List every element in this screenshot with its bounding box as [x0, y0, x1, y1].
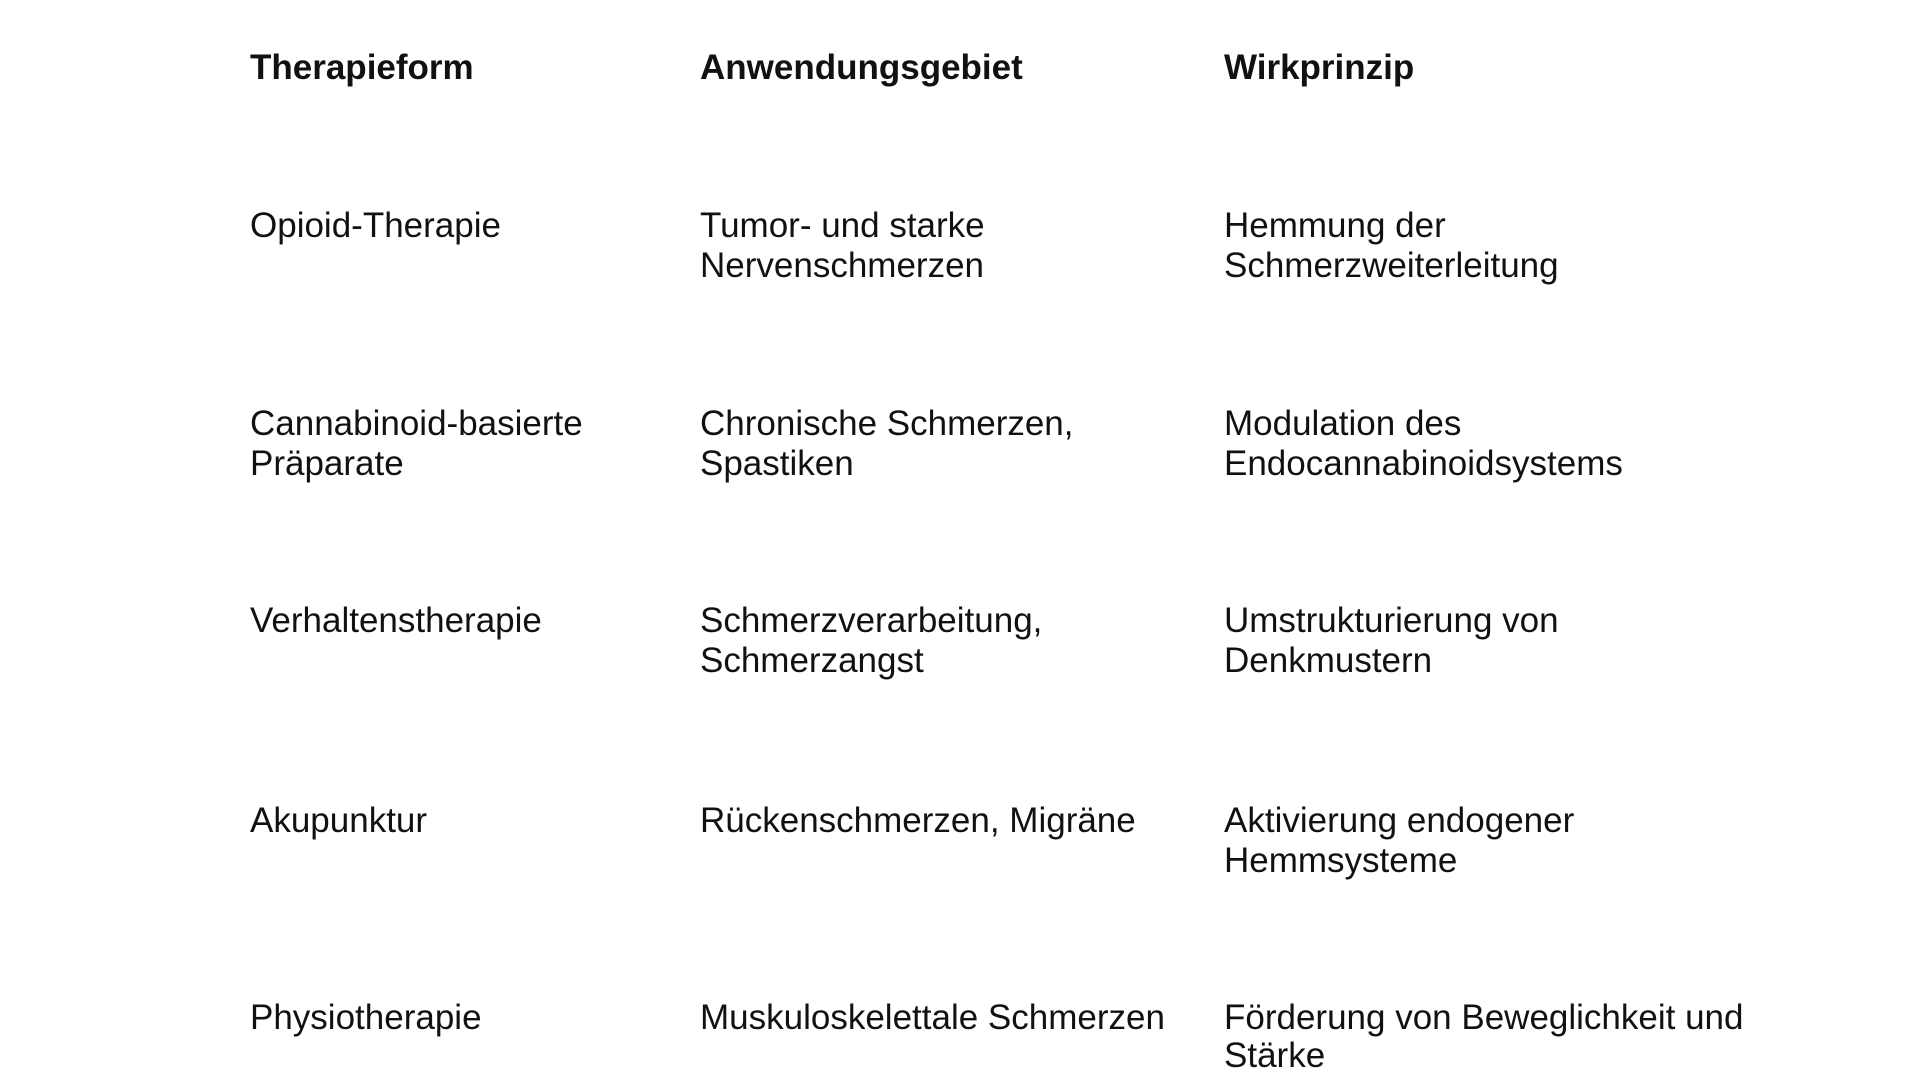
table-cell-wirkprinzip: Modulation des — [1224, 404, 1462, 443]
table-cell-anwendungsgebiet: Schmerzangst — [700, 641, 924, 680]
table-cell-wirkprinzip: Aktivierung endogener — [1224, 801, 1575, 840]
column-header-anwendungsgebiet: Anwendungsgebiet — [700, 48, 1023, 87]
table-cell-therapieform: Akupunktur — [250, 801, 428, 840]
table-cell-anwendungsgebiet: Nervenschmerzen — [700, 246, 984, 285]
table-cell-anwendungsgebiet: Spastiken — [700, 444, 854, 483]
table-cell-therapieform: Cannabinoid-basierte — [250, 404, 583, 443]
table-cell-therapieform: Opioid-Therapie — [250, 206, 501, 245]
table-cell-therapieform: Präparate — [250, 444, 404, 483]
table-cell-wirkprinzip: Umstrukturierung von — [1224, 601, 1559, 640]
table-cell-wirkprinzip: Hemmsysteme — [1224, 841, 1458, 880]
column-header-therapieform: Therapieform — [250, 48, 474, 87]
table-cell-wirkprinzip: Hemmung der — [1224, 206, 1446, 245]
table-cell-anwendungsgebiet: Tumor- und starke — [700, 206, 985, 245]
table-cell-anwendungsgebiet: Chronische Schmerzen, — [700, 404, 1074, 443]
table-cell-therapieform: Physiotherapie — [250, 998, 482, 1037]
table-cell-anwendungsgebiet: Schmerzverarbeitung, — [700, 601, 1043, 640]
table-cell-anwendungsgebiet: Rückenschmerzen, Migräne — [700, 801, 1136, 840]
table-cell-wirkprinzip: Förderung von Beweglichkeit und — [1224, 998, 1744, 1037]
column-header-wirkprinzip: Wirkprinzip — [1224, 48, 1415, 87]
table-cell-wirkprinzip: Denkmustern — [1224, 641, 1433, 680]
table-cell-anwendungsgebiet: Muskuloskelettale Schmerzen — [700, 998, 1165, 1037]
table-cell-wirkprinzip: Schmerzweiterleitung — [1224, 246, 1559, 285]
table-cell-wirkprinzip: Stärke — [1224, 1036, 1326, 1075]
table-cell-therapieform: Verhaltenstherapie — [250, 601, 542, 640]
table-cell-wirkprinzip: Endocannabinoidsystems — [1224, 444, 1623, 483]
